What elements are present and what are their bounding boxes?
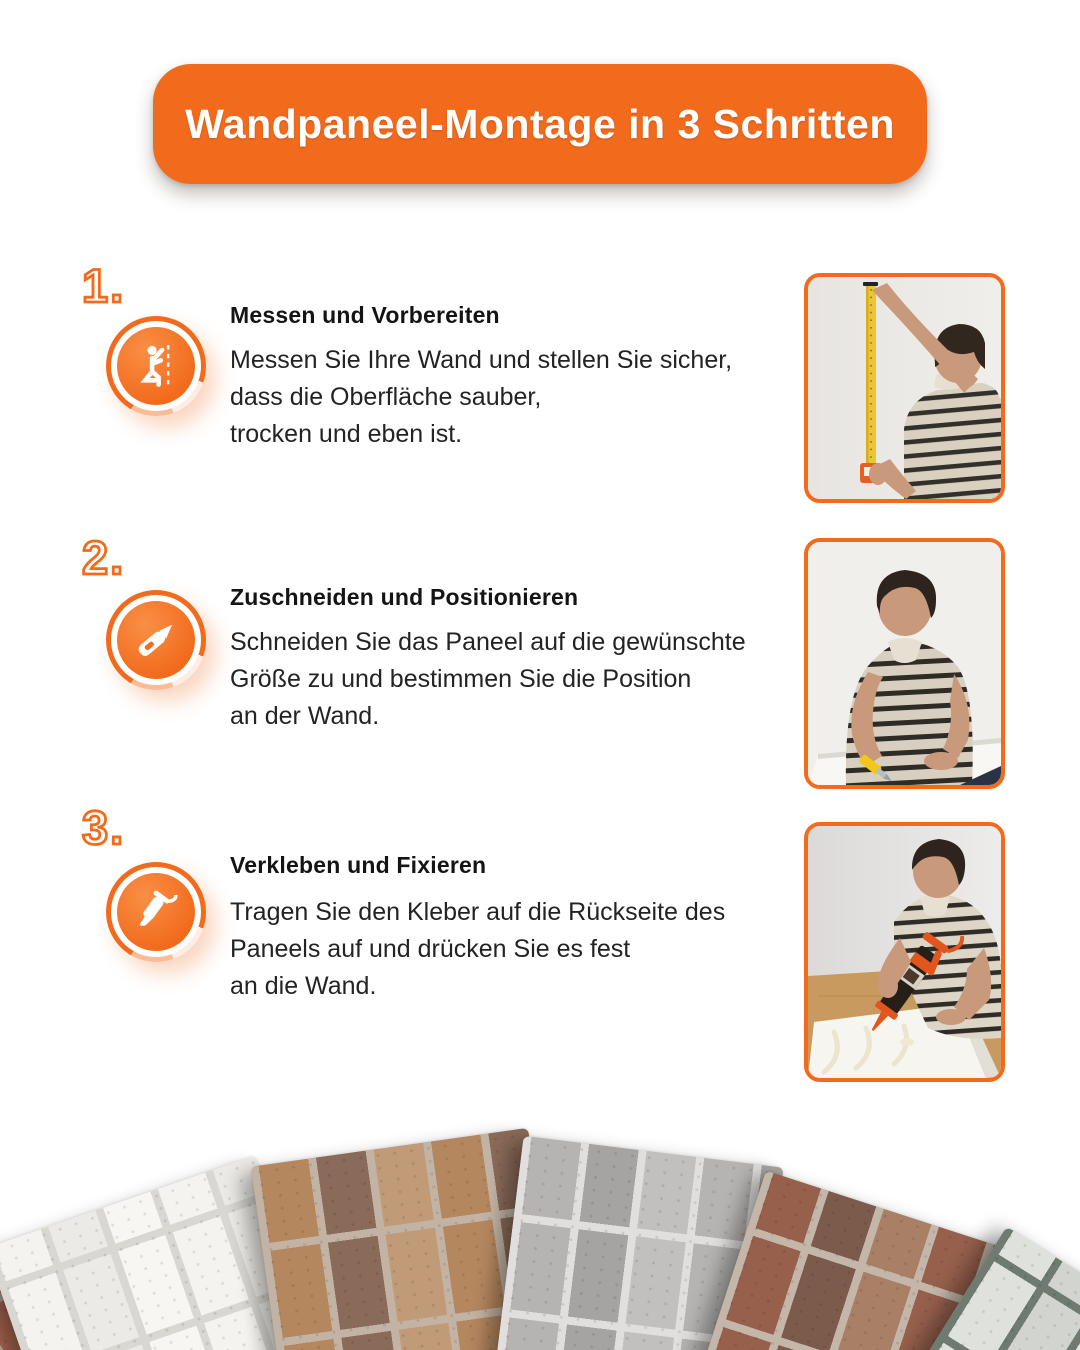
step-2-line-2: Größe zu und bestimmen Sie die Position	[230, 665, 692, 693]
step-3-number: 3.	[82, 801, 126, 854]
step-2-line-1: Schneiden Sie das Paneel auf die gewünschte	[230, 628, 746, 656]
step-1	[0, 258, 1080, 528]
cutting-panel-illustration	[808, 542, 1001, 785]
step-2-description	[230, 624, 746, 735]
step-2-number: 2.	[82, 531, 126, 584]
step-1-description	[230, 342, 732, 453]
step-1-line-1: Messen Sie Ihre Wand und stellen Sie sicher,	[230, 346, 733, 374]
photo-measuring-wall	[804, 273, 1005, 503]
step-1-line-2: dass die Oberfläche sauber,	[230, 383, 542, 411]
step-3-badge	[106, 862, 206, 962]
step-3-line-1: Tragen Sie den Kleber auf die Rückseite des	[230, 898, 726, 926]
caulking-gun-icon	[130, 886, 182, 938]
step-2	[0, 530, 1080, 800]
step-1-badge	[106, 316, 206, 416]
step-3-title: Verkleben und Fixieren	[230, 852, 487, 878]
step-1-badge-core	[117, 327, 195, 405]
step-3-description	[230, 894, 725, 1005]
step-1-line-3: trocken und eben ist.	[230, 420, 463, 448]
step-1-number: 1.	[82, 259, 126, 312]
page-title: Wandpaneel-Montage in 3 Schritten	[185, 100, 895, 147]
step-3-badge-core	[117, 873, 195, 951]
utility-knife-icon	[130, 614, 182, 666]
step-2-line-3: an der Wand.	[230, 702, 380, 730]
photo-applying-adhesive	[804, 822, 1005, 1082]
step-3-line-2: Paneels auf und drücken Sie es fest	[230, 935, 631, 963]
photo-cutting-panel	[804, 538, 1005, 789]
step-1-title: Messen und Vorbereiten	[230, 302, 500, 328]
step-2-badge-core	[117, 601, 195, 679]
person-measuring-icon	[130, 340, 182, 392]
panel-samples-fan	[0, 1090, 1080, 1350]
step-3-line-3: an die Wand.	[230, 972, 377, 1000]
measuring-wall-illustration	[808, 277, 1001, 499]
step-2-badge	[106, 590, 206, 690]
applying-adhesive-illustration	[808, 826, 1001, 1078]
step-2-title: Zuschneiden und Positionieren	[230, 584, 579, 610]
header-banner	[153, 64, 927, 184]
step-3	[0, 800, 1080, 1070]
